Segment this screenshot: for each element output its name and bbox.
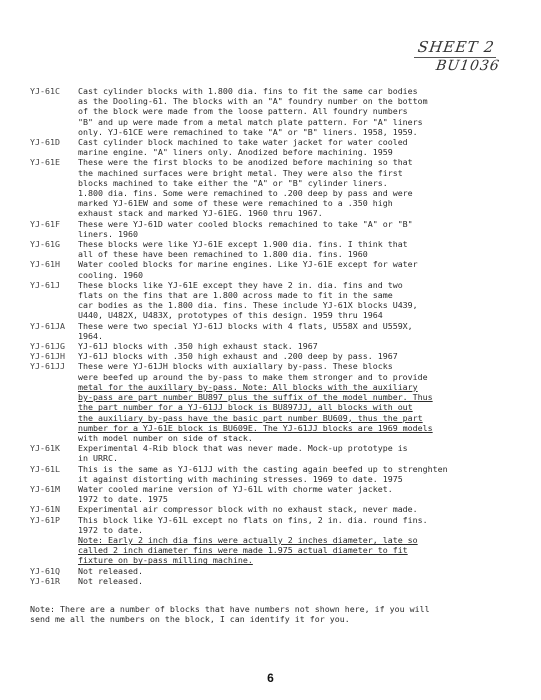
entry-line: These blocks were like YJ-61E except 1.900 dia. fins. I think that	[78, 239, 408, 250]
entry-text	[78, 280, 530, 321]
entry-text	[78, 443, 530, 463]
entry-line: These blocks like YJ-61E except they have 2 in. dia. fins and two	[78, 279, 403, 290]
entry-line: 1972 to date. 1975	[78, 494, 168, 505]
entry-label: YJ-61JH	[30, 351, 65, 362]
entry-line: the auxiliary by-pass have the basic part number BU609, thus the part	[78, 412, 423, 423]
entry-row	[30, 137, 530, 157]
entry-text	[78, 157, 530, 218]
entry-line: These were YJ-61JH blocks with auxiallary by-pass. These blocks	[78, 361, 393, 372]
entry-line: number for a YJ-61E block is BU609E. The YJ-61JJ blocks are 1969 models	[78, 422, 433, 433]
page-number: 6	[267, 671, 274, 685]
entry-row	[30, 566, 530, 576]
document-code: BU1036	[434, 58, 501, 74]
entry-line: These were two special YJ-61J blocks with 4 flats, U558X and U559X,	[78, 320, 413, 331]
entry-text	[78, 341, 530, 351]
entry-line: Cast cylinder block machined to take water jacket for water cooled	[78, 137, 408, 148]
entry-line: Not released.	[78, 565, 143, 576]
entry-line: blocks machined to take either the "A" or "B" cylinder liners.	[78, 177, 388, 188]
entry-row	[30, 280, 530, 321]
entry-line: This is the same as YJ-61JJ with the casting again beefed up to strenghten	[78, 463, 448, 474]
entry-text	[78, 351, 530, 361]
entry-line: Experimental 4-Rib block that was never made. Mock-up prototype is	[78, 443, 408, 454]
entry-row	[30, 259, 530, 279]
entry-label: YJ-61P	[30, 514, 60, 525]
entry-label: YJ-61M	[30, 483, 60, 494]
entry-line: as the Dooling-61. The blocks with an "A" foundry number on the bottom	[78, 96, 428, 107]
sheet-number: SHEET 2	[416, 38, 496, 56]
entry-line: it against distorting with machining stresses. 1969 to date. 1975	[78, 473, 403, 484]
entry-label: YJ-61R	[30, 575, 60, 586]
entry-label: YJ-61JJ	[30, 361, 65, 372]
entry-text	[78, 504, 530, 514]
entry-row	[30, 86, 530, 137]
entry-label: YJ-61JG	[30, 341, 65, 352]
entry-line: "B" and up were made from a metal match plate pattern. For "A" liners	[78, 116, 423, 127]
entry-row	[30, 361, 530, 443]
entry-text	[78, 239, 530, 259]
entry-line: by-pass are part number BU897 plus the suffix of the model number. Thus	[78, 392, 433, 403]
entry-label: YJ-61N	[30, 504, 60, 515]
note-line: Note: There are a number of blocks that have numbers not shown here, if you will	[30, 604, 430, 614]
entry-text	[78, 484, 530, 504]
entry-row	[30, 576, 530, 586]
entry-text	[78, 137, 530, 157]
entry-text	[78, 219, 530, 239]
entry-label: YJ-61K	[30, 443, 60, 454]
entry-line: U440, U482X, U483X, prototypes of this design. 1959 thru 1964	[78, 310, 383, 321]
entry-line: Water cooled marine version of YJ-61L with chorme water jacket.	[78, 483, 393, 494]
entries-list	[30, 86, 530, 586]
entry-line: marine engine. "A" liners only. Anodized before machining. 1959	[78, 147, 393, 158]
entry-line: This block like YJ-61L except no flats on fins, 2 in. dia. round fins.	[78, 514, 428, 525]
entry-row	[30, 219, 530, 239]
entry-text	[78, 259, 530, 279]
entry-label: YJ-61E	[30, 157, 60, 168]
entry-label: YJ-61C	[30, 86, 60, 96]
entry-label: YJ-61D	[30, 137, 60, 148]
entry-line: with model number on side of stack.	[78, 432, 253, 443]
entry-row	[30, 341, 530, 351]
entry-line: YJ-61J blocks with .350 high exhaust stack. 1967	[78, 341, 318, 352]
entry-label: YJ-61H	[30, 259, 60, 270]
entry-line: 1964.	[78, 330, 103, 341]
entry-line: cooling. 1960	[78, 269, 143, 280]
entry-line: the machined surfaces were bright metal. They were also the first	[78, 167, 403, 178]
entry-line: 1.800 dia. fins. Some were remachined to .200 deep by pass and were	[78, 188, 413, 199]
entry-text	[78, 321, 530, 341]
entry-label: YJ-61JA	[30, 320, 65, 331]
entry-text	[78, 515, 530, 566]
entry-label: YJ-61J	[30, 279, 60, 290]
entry-row	[30, 515, 530, 566]
entry-line: liners. 1960	[78, 228, 138, 239]
entry-line: car bodies as the 1.800 dia. fins. These include YJ-61X blocks U439,	[78, 300, 418, 311]
entry-line: the part number for a YJ-61JJ block is BU897JJ, all blocks with out	[78, 402, 413, 413]
entry-line: only. YJ-61CE were remachined to take "A" or "B" liners. 1958, 1959.	[78, 126, 418, 137]
entry-line: Not released.	[78, 575, 143, 586]
entry-label: YJ-61F	[30, 218, 60, 229]
entry-label: YJ-61G	[30, 239, 60, 250]
entry-text	[78, 361, 530, 443]
entry-line: These were the first blocks to be anodized before machining so that	[78, 157, 413, 168]
entry-line: YJ-61J blocks with .350 high exhaust and .200 deep by pass. 1967	[78, 351, 398, 362]
entry-line: marked YJ-61EW and some of these were remachined to a .350 high	[78, 198, 393, 209]
entry-line: exhaust stack and marked YJ-61EG. 1960 thru 1967.	[78, 208, 323, 219]
entry-line: Cast cylinder blocks with 1.800 dia. fins to fit the same car bodies	[78, 86, 418, 96]
entry-line: Experimental air compressor block with no exhaust stack, never made.	[78, 504, 418, 515]
entry-line: called 2 inch diameter fins were made 1.975 actual diameter to fit	[78, 545, 408, 556]
entry-line: fixture on by-pass milling machine.	[78, 555, 253, 566]
entry-row	[30, 157, 530, 218]
entry-text	[78, 464, 530, 484]
entry-line: 1972 to date.	[78, 524, 143, 535]
entry-text	[78, 86, 530, 137]
entry-row	[30, 504, 530, 514]
footer-note	[30, 604, 530, 624]
entry-line: in URRC.	[78, 453, 118, 464]
entry-line: of the block were made from the loose pattern. All foundry numbers	[78, 106, 408, 117]
entry-line: metal for the auxillary by-pass. Note: All blocks with the auxiliary	[78, 381, 418, 392]
entry-line: These were YJ-61D water cooled blocks remachined to take "A" or "B"	[78, 218, 413, 229]
entry-line: Note: Early 2 inch dia fins were actually 2 inches diameter, late so	[78, 534, 418, 545]
entry-row	[30, 464, 530, 484]
entry-row	[30, 484, 530, 504]
entry-row	[30, 351, 530, 361]
entry-line: all of these have been remachined to 1.800 dia. fins. 1960	[78, 249, 368, 260]
entry-label: YJ-61L	[30, 463, 60, 474]
entry-text	[78, 576, 530, 586]
note-line: send me all the numbers on the block, I can identify it for you.	[30, 614, 350, 625]
entry-text	[78, 566, 530, 576]
entry-label: YJ-61Q	[30, 565, 60, 576]
entry-line: Water cooled blocks for marine engines. Like YJ-61E except for water	[78, 259, 418, 270]
entry-line: were beefed up around the by-pass to make them stronger and to provide	[78, 371, 428, 382]
entry-row	[30, 239, 530, 259]
entry-line: flats on the fins that are 1.800 across made to fit in the same	[78, 290, 393, 301]
entry-row	[30, 443, 530, 463]
entry-row	[30, 321, 530, 341]
